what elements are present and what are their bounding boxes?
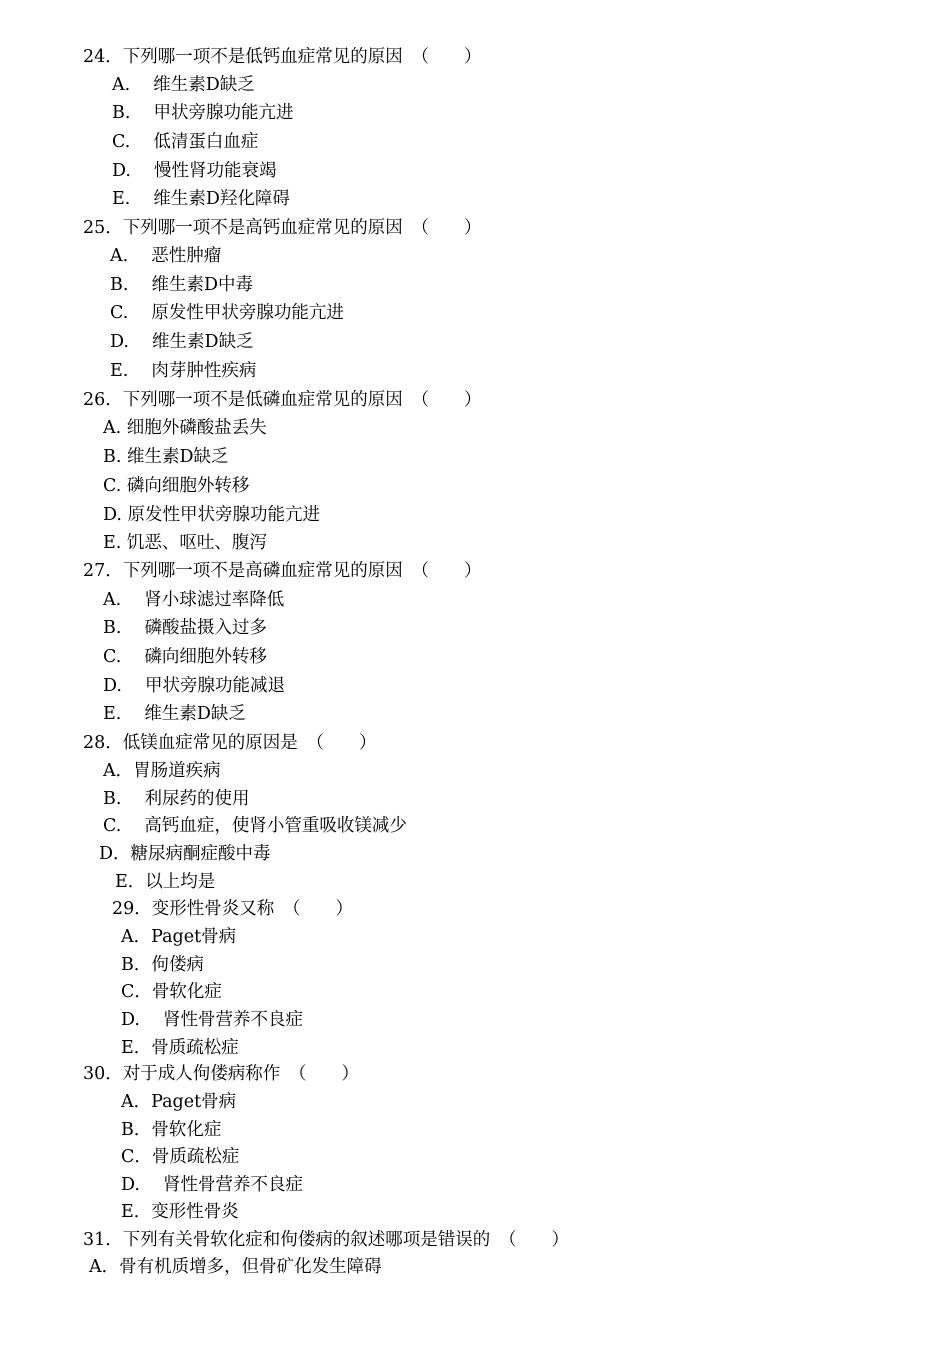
question-28-option-c: C. 高钙血症，使肾小管重吸收镁减少 (103, 816, 407, 836)
question-30-stem: 30．对于成人佝偻病称作 （ ） (83, 1064, 360, 1084)
question-25-option-e: E. 肉芽肿性疾病 (110, 361, 257, 381)
question-29-option-d: D. 肾性骨营养不良症 (121, 1010, 304, 1030)
question-30-option-d: D. 肾性骨营养不良症 (121, 1175, 304, 1195)
question-29-option-e: E．骨质疏松症 (121, 1038, 239, 1058)
question-30-option-b: B．骨软化症 (121, 1120, 222, 1140)
question-25-option-a: A. 恶性肿瘤 (110, 246, 222, 266)
question-24-option-a: A. 维生素D缺乏 (112, 75, 255, 95)
question-30-option-e: E．变形性骨炎 (121, 1202, 239, 1222)
question-27-option-a: A. 肾小球滤过率降低 (103, 590, 285, 610)
question-24-option-e: E. 维生素D羟化障碍 (112, 189, 290, 209)
question-28-stem: 28．低镁血症常见的原因是 （ ） (83, 733, 377, 753)
question-31-stem: 31．下列有关骨软化症和佝偻病的叙述哪项是错误的 （ ） (83, 1230, 570, 1250)
question-24-option-d: D. 慢性肾功能衰竭 (112, 161, 277, 181)
question-29-option-a: A．Paget骨病 (121, 927, 237, 947)
question-26-option-e: E. 饥恶、呕吐、腹泻 (103, 533, 267, 553)
question-28-option-d: D．糖尿病酮症酸中毒 (99, 844, 271, 864)
question-27-option-c: C. 磷向细胞外转移 (103, 647, 267, 667)
question-24-stem: 24．下列哪一项不是低钙血症常见的原因 （ ） (83, 47, 482, 67)
question-26-option-b: B. 维生素D缺乏 (103, 447, 229, 467)
question-25-option-d: D. 维生素D缺乏 (110, 332, 254, 352)
question-29-option-c: C．骨软化症 (121, 982, 222, 1002)
question-27-option-d: D. 甲状旁腺功能减退 (103, 676, 286, 696)
question-27-option-b: B. 磷酸盐摄入过多 (103, 618, 267, 638)
question-25-option-c: C. 原发性甲状旁腺功能亢进 (110, 303, 344, 323)
question-26-option-c: C. 磷向细胞外转移 (103, 476, 250, 496)
question-26-stem: 26．下列哪一项不是低磷血症常见的原因 （ ） (83, 390, 482, 410)
question-29-stem: 29．变形性骨炎又称 （ ） (112, 899, 354, 919)
question-27-option-e: E. 维生素D缺乏 (103, 704, 246, 724)
question-28-option-a: A．胃肠道疾病 (103, 761, 221, 781)
question-26-option-a: A. 细胞外磷酸盐丢失 (103, 418, 267, 438)
question-29-option-b: B．佝偻病 (121, 955, 204, 975)
question-25-stem: 25．下列哪一项不是高钙血症常见的原因 （ ） (83, 218, 482, 238)
question-30-option-a: A．Paget骨病 (121, 1092, 237, 1112)
question-24-option-b: B. 甲状旁腺功能亢进 (112, 103, 294, 123)
question-30-option-c: C．骨质疏松症 (121, 1147, 240, 1167)
question-27-stem: 27．下列哪一项不是高磷血症常见的原因 （ ） (83, 561, 482, 581)
question-26-option-d: D. 原发性甲状旁腺功能亢进 (103, 505, 321, 525)
question-25-option-b: B. 维生素D中毒 (110, 275, 254, 295)
question-31-option-a: A．骨有机质增多，但骨矿化发生障碍 (89, 1257, 382, 1277)
question-28-option-b: B. 利尿药的使用 (103, 789, 250, 809)
question-28-option-e: E．以上均是 (115, 872, 216, 892)
question-24-option-c: C. 低清蛋白血症 (112, 132, 259, 152)
